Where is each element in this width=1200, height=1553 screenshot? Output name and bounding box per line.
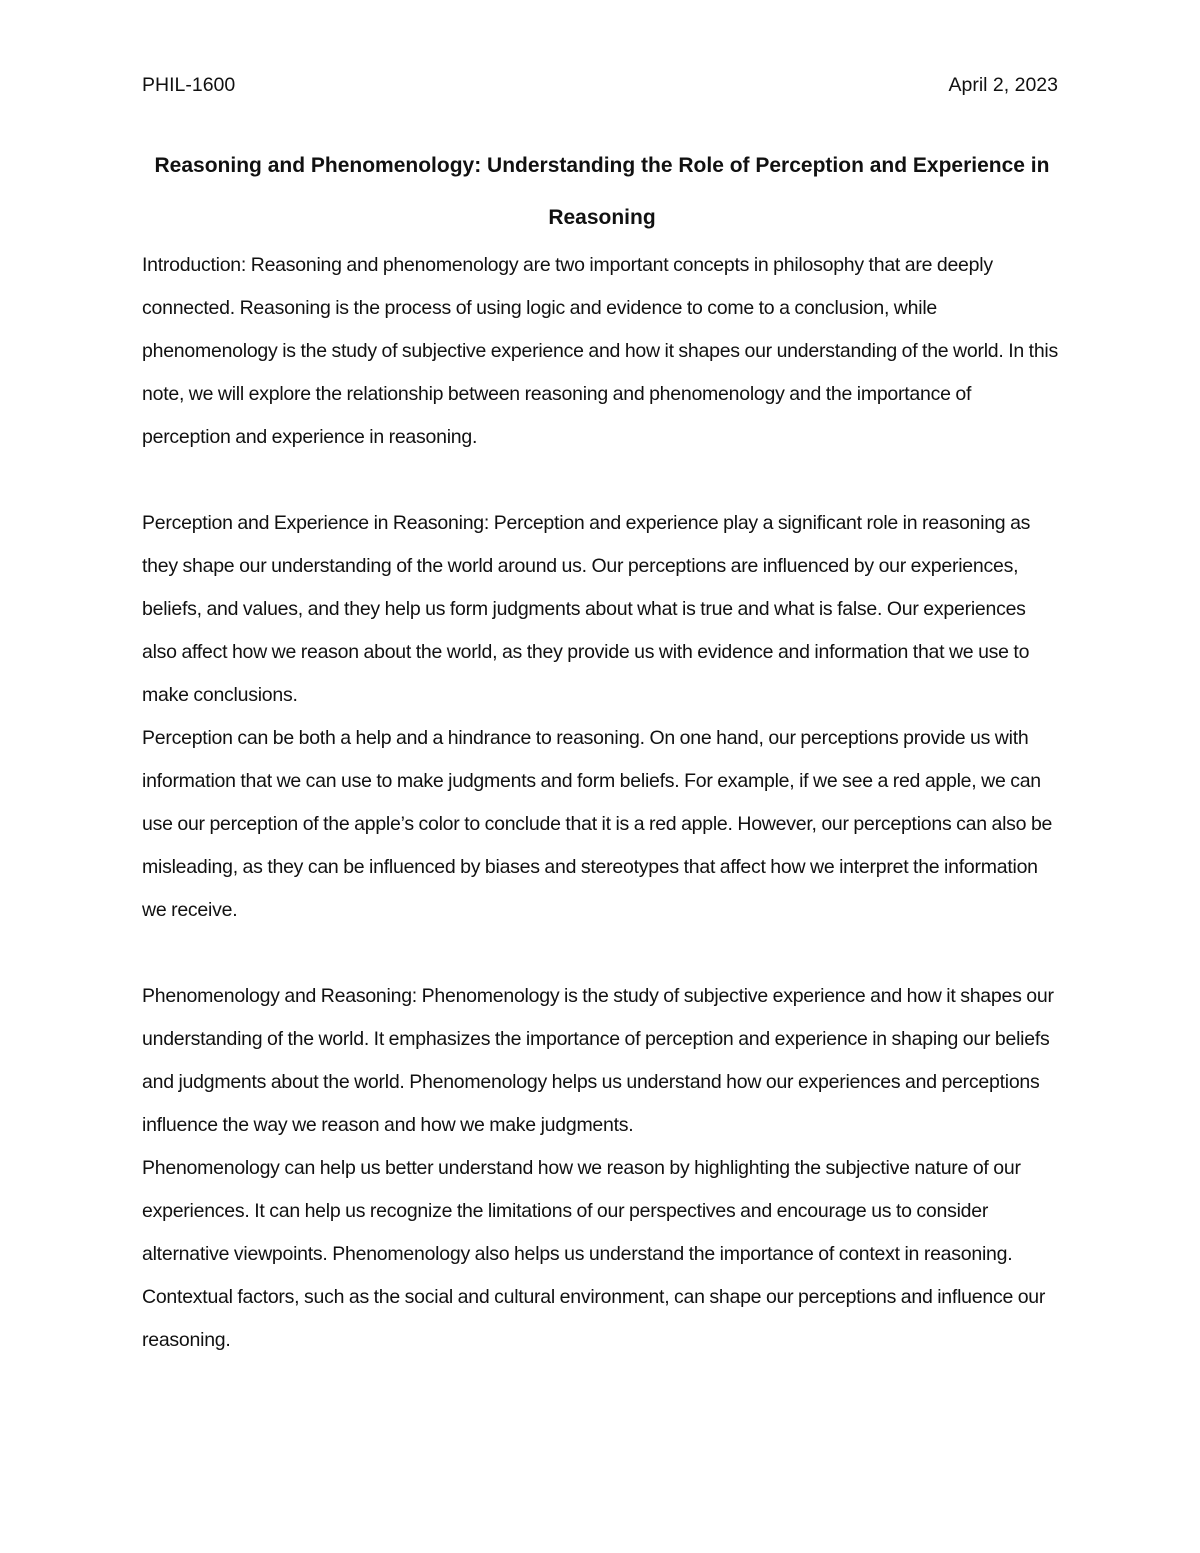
document-title: Reasoning and Phenomenology: Understanding the Role of Perception and Experience in Reasoning [154,154,1050,229]
document-date: April 2, 2023 [948,74,1058,96]
paragraph-perception-experience: Perception and Experience in Reasoning: Perception and experience play a significant role in reasoning as they shape our understanding of the world around us. Our perceptions are influenced by our experiences, beliefs, and values, and they help us form judgments about what is true and what is false. Our experiences also affect how we reason about the world, as they provide us with evidence and information that we use to make conclusions. [142,512,1031,706]
page-header [142,72,1058,98]
course-code: PHIL-1600 [142,74,236,96]
paragraph-phenomenology-reasoning: Phenomenology and Reasoning: Phenomenology is the study of subjective experience and how it shapes our understanding of the world. It emphasizes the importance of perception and experience in shaping our beliefs and judgments about the world. Phenomenology helps us understand how our experiences and perceptions influence the way we reason and how we make judgments. [142,985,1054,1136]
paragraph-spacer [142,459,1062,502]
paragraph-phenomenology-understanding: Phenomenology can help us better understand how we reason by highlighting the subjective nature of our experiences. It can help us recognize the limitations of our perspectives and encourage us to consider alternative viewpoints. Phenomenology also helps us understand the importance of context in reasoning. Contextual factors, such as the social and cultural environment, can shape our perceptions and influence our reasoning. [142,1157,1046,1351]
paragraph-introduction: Introduction: Reasoning and phenomenology are two important concepts in philosophy that are deeply connected. Reasoning is the process of using logic and evidence to come to a conclusion, while phenomenology is the study of subjective experience and how it shapes our understanding of the world. In this note, we will explore the relationship between reasoning and phenomenology and the importance of perception and experience in reasoning. [142,254,1059,448]
paragraph-spacer [142,932,1062,975]
paragraph-perception-help-hindrance: Perception can be both a help and a hindrance to reasoning. On one hand, our perceptions provide us with information that we can use to make judgments and form beliefs. For example, if we see a red apple, we can use our perception of the apple’s color to conclude that it is a red apple. However, our perceptions can also be misleading, as they can be influenced by biases and stereotypes that affect how we interpret the information we receive. [142,727,1053,921]
document-body [142,140,1062,1362]
